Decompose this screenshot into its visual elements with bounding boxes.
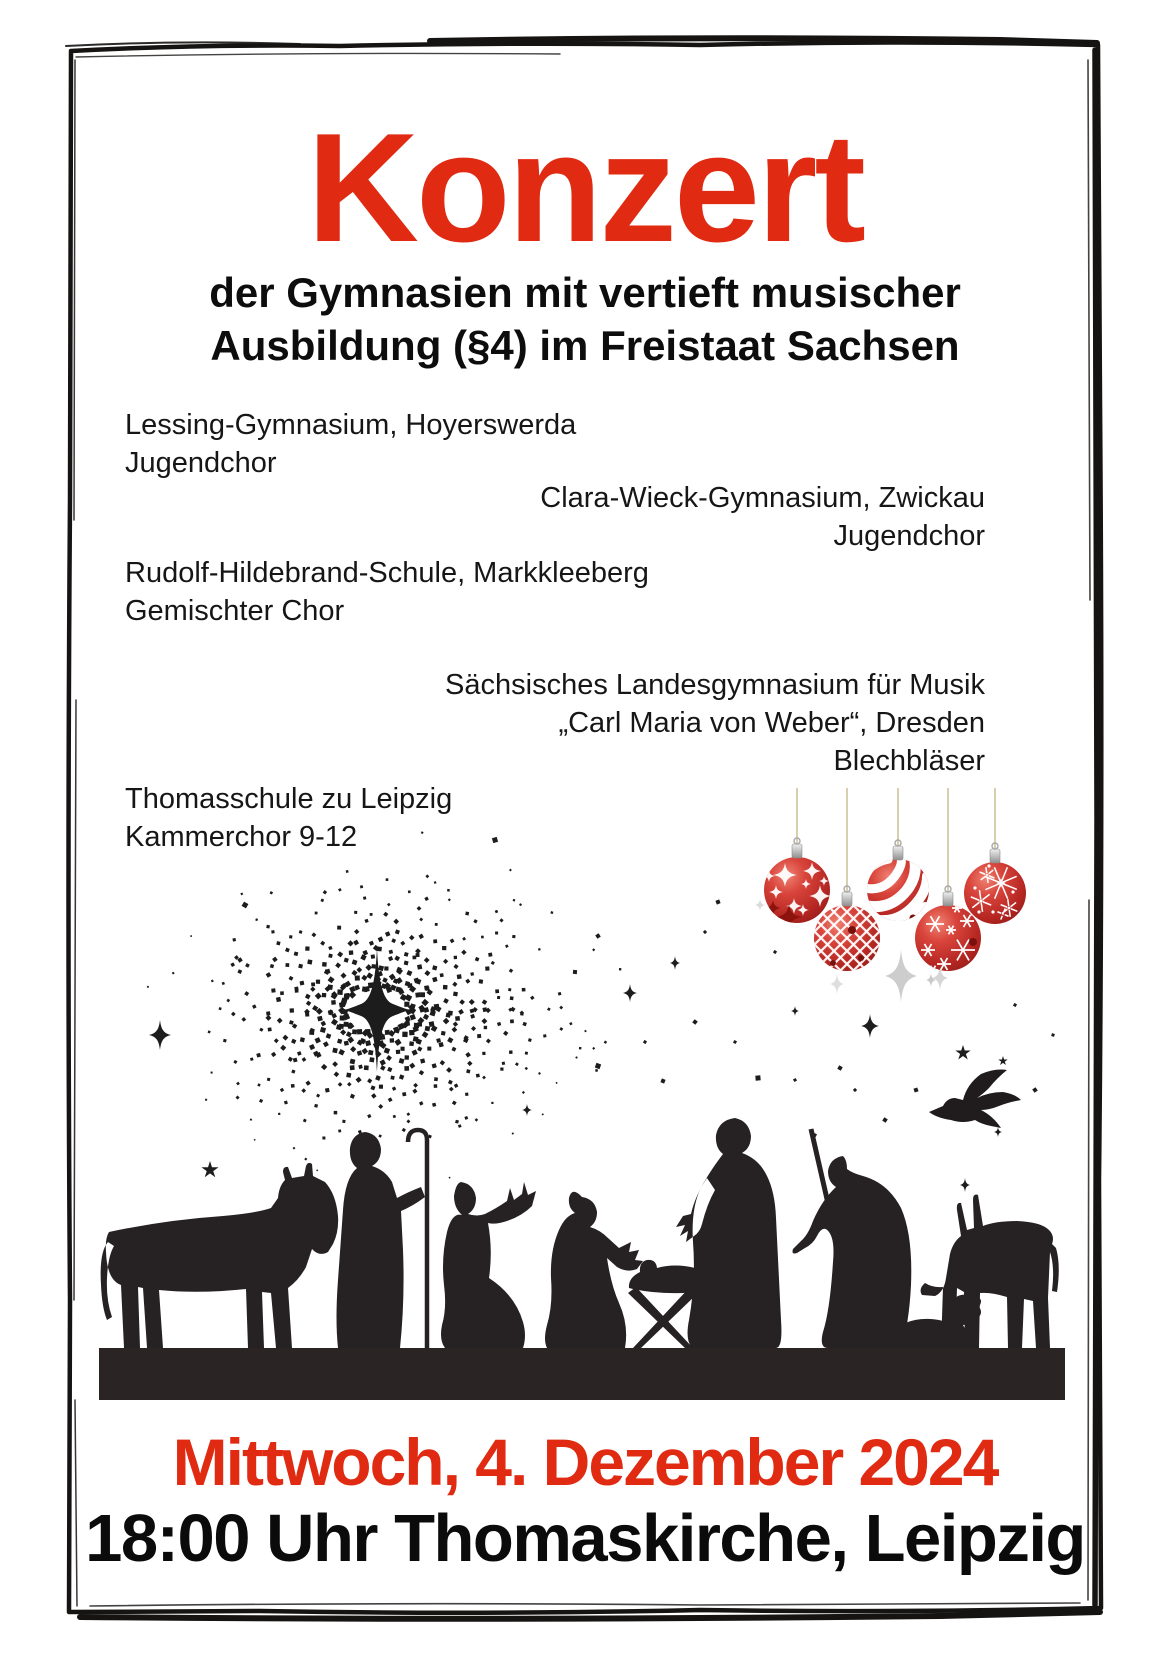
- program-row: [225, 666, 985, 780]
- nativity-scene: [95, 780, 1075, 1405]
- program-row: [125, 554, 885, 630]
- subtitle-line-1: der Gymnasien mit vertieft musischer: [209, 269, 961, 316]
- date-text: Mittwoch, 4. Dezember 2024: [172, 1425, 998, 1499]
- christmas-baubles: [763, 788, 1026, 1002]
- crook-staff: [408, 1130, 427, 1348]
- mary-silhouette: [545, 1192, 643, 1348]
- bauble-candy-swirl-icon: [865, 858, 929, 922]
- venue-text: 18:00 Uhr Thomaskirche, Leipzig: [85, 1501, 1085, 1576]
- bauble-starburst-icon: [964, 862, 1026, 924]
- nativity-figures: [99, 1118, 1065, 1400]
- joseph-silhouette: [676, 1118, 781, 1348]
- ensemble-name: Blechbläser: [833, 745, 985, 777]
- ensemble-name: Kammerchor 9-12: [125, 821, 358, 853]
- ensemble-name: Gemischter Chor: [125, 595, 345, 627]
- program-row: [125, 406, 885, 482]
- school-name: Rudolf-Hildebrand-Schule, Markkleeberg: [125, 557, 649, 589]
- program-row: [225, 479, 985, 555]
- star-of-bethlehem-icon: [343, 948, 411, 1072]
- page-title: Konzert: [307, 101, 863, 274]
- subtitle-line-2: Ausbildung (§4) im Freistaat Sachsen: [210, 322, 960, 369]
- school-name: Sächsisches Landesgymnasium für Musik: [445, 669, 985, 701]
- subtitle: [0, 266, 1170, 372]
- school-name: Clara-Wieck-Gymnasium, Zwickau: [540, 482, 985, 514]
- school-name: Lessing-Gymnasium, Hoyerswerda: [125, 409, 577, 441]
- cow-silhouette: [101, 1163, 339, 1348]
- bauble-snowflake-icon: [915, 904, 981, 977]
- kneeling-magi-silhouette: [441, 1182, 536, 1348]
- standing-shepherd-silhouette: [337, 1132, 426, 1348]
- ensemble-name: Jugendchor: [125, 447, 277, 479]
- ground-bar: [99, 1348, 1065, 1400]
- school-name: Thomasschule zu Leipzig: [125, 783, 453, 815]
- ensemble-name: Jugendchor: [833, 520, 985, 552]
- dove-icon: [929, 1070, 1021, 1129]
- school-name-line-2: „Carl Maria von Weber“, Dresden: [558, 707, 985, 739]
